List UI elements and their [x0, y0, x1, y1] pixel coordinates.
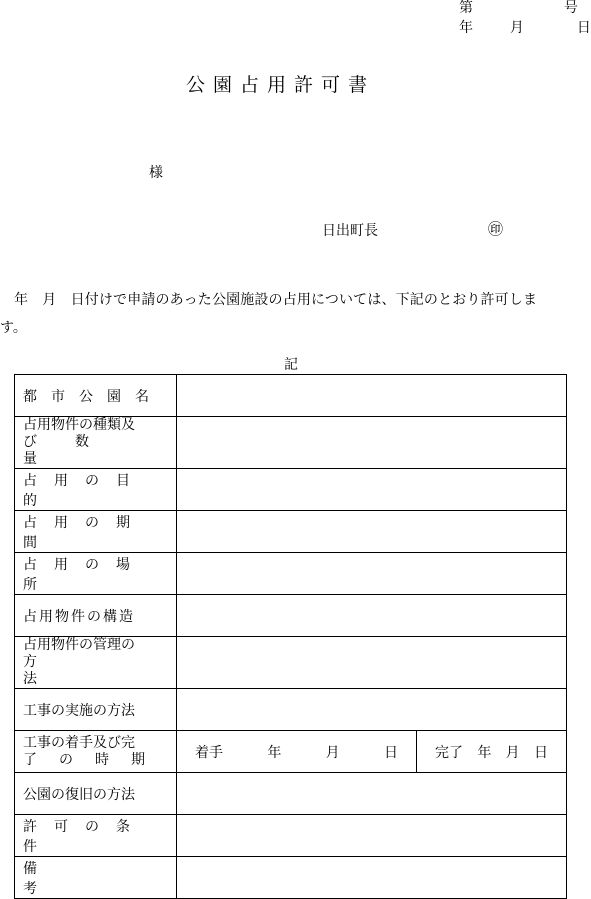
label-line1: 占用物件の管理の	[23, 637, 135, 653]
row-label	[15, 595, 177, 637]
table-row	[15, 815, 567, 857]
label-line1: 工事の着手及び完	[23, 734, 135, 751]
label-management	[23, 637, 168, 688]
end-year: 年	[477, 744, 492, 761]
row-value[interactable]	[177, 417, 567, 469]
label-period: 占用の期間	[23, 514, 147, 551]
start-year: 年	[267, 744, 282, 761]
start-day: 日	[383, 744, 398, 761]
table-row	[15, 469, 567, 511]
body-text-line1: 年 月 日付けで申請のあった公園施設の占用については、下記のとおり許可しま	[14, 292, 538, 308]
issuer-name: 日出町長	[322, 223, 378, 239]
row-label	[15, 469, 177, 511]
document-number	[459, 0, 578, 17]
seal-mark: ㊞	[488, 220, 504, 238]
row-value[interactable]	[177, 689, 567, 731]
table-row	[15, 553, 567, 595]
table-row	[15, 511, 567, 553]
document-date	[459, 17, 591, 37]
row-value[interactable]	[177, 595, 567, 637]
row-value[interactable]	[177, 511, 567, 553]
start-label: 着手	[195, 744, 223, 761]
ki-heading: 記	[284, 357, 298, 373]
label-line1: 占用物件の種類及	[23, 417, 135, 433]
construction-start[interactable]	[177, 731, 417, 772]
label-line2: 了の時期	[23, 751, 167, 768]
construction-end[interactable]	[417, 731, 566, 772]
table-row	[15, 637, 567, 689]
row-label	[15, 511, 177, 553]
row-label	[15, 773, 177, 815]
label-construction-method: 工事の実施の方法	[23, 702, 135, 719]
row-value[interactable]	[177, 637, 567, 689]
row-label	[15, 731, 177, 773]
page-title: 公園占用許可書	[186, 74, 376, 96]
row-label	[15, 689, 177, 731]
row-value[interactable]	[177, 857, 567, 899]
label-purpose: 占用の目的	[23, 472, 147, 509]
date-year: 年	[459, 20, 473, 36]
label-remarks: 備考	[23, 860, 137, 897]
label-structure: 占用物件の構造	[23, 608, 135, 625]
row-value[interactable]	[177, 375, 567, 417]
table-row	[15, 857, 567, 899]
table-row	[15, 595, 567, 637]
label-line2: 方法	[23, 654, 137, 687]
permit-details-table	[14, 374, 567, 899]
table-row	[15, 773, 567, 815]
table-row	[15, 375, 567, 417]
label-type-quantity	[23, 417, 168, 468]
label-text: 都市公園名	[23, 388, 163, 405]
number-dai: 第	[459, 0, 473, 16]
label-location: 占用の場所	[23, 556, 147, 593]
end-month: 月	[505, 744, 520, 761]
addressee-suffix: 様	[149, 165, 163, 181]
date-day: 日	[576, 20, 591, 36]
number-go: 号	[563, 0, 578, 16]
row-label	[15, 815, 177, 857]
end-day: 日	[533, 744, 548, 761]
label-restoration: 公園の復旧の方法	[23, 786, 135, 803]
table-row	[15, 417, 567, 469]
construction-period	[177, 731, 566, 772]
start-month: 月	[325, 744, 340, 761]
label-construction-timing	[23, 735, 168, 769]
label-park-name	[23, 386, 168, 406]
row-value[interactable]	[177, 469, 567, 511]
row-value[interactable]	[177, 773, 567, 815]
date-month: 月	[509, 20, 524, 36]
table-row	[15, 689, 567, 731]
row-label	[15, 375, 177, 417]
row-label	[15, 637, 177, 689]
row-label	[15, 417, 177, 469]
row-value	[177, 731, 567, 773]
row-label	[15, 857, 177, 899]
row-value[interactable]	[177, 815, 567, 857]
label-line2: び数量	[23, 434, 127, 467]
body-text-line2: す。	[0, 320, 27, 336]
label-conditions: 許可の条件	[23, 818, 147, 855]
end-label: 完了	[435, 744, 463, 761]
row-value[interactable]	[177, 553, 567, 595]
row-label	[15, 553, 177, 595]
table-row	[15, 731, 567, 773]
